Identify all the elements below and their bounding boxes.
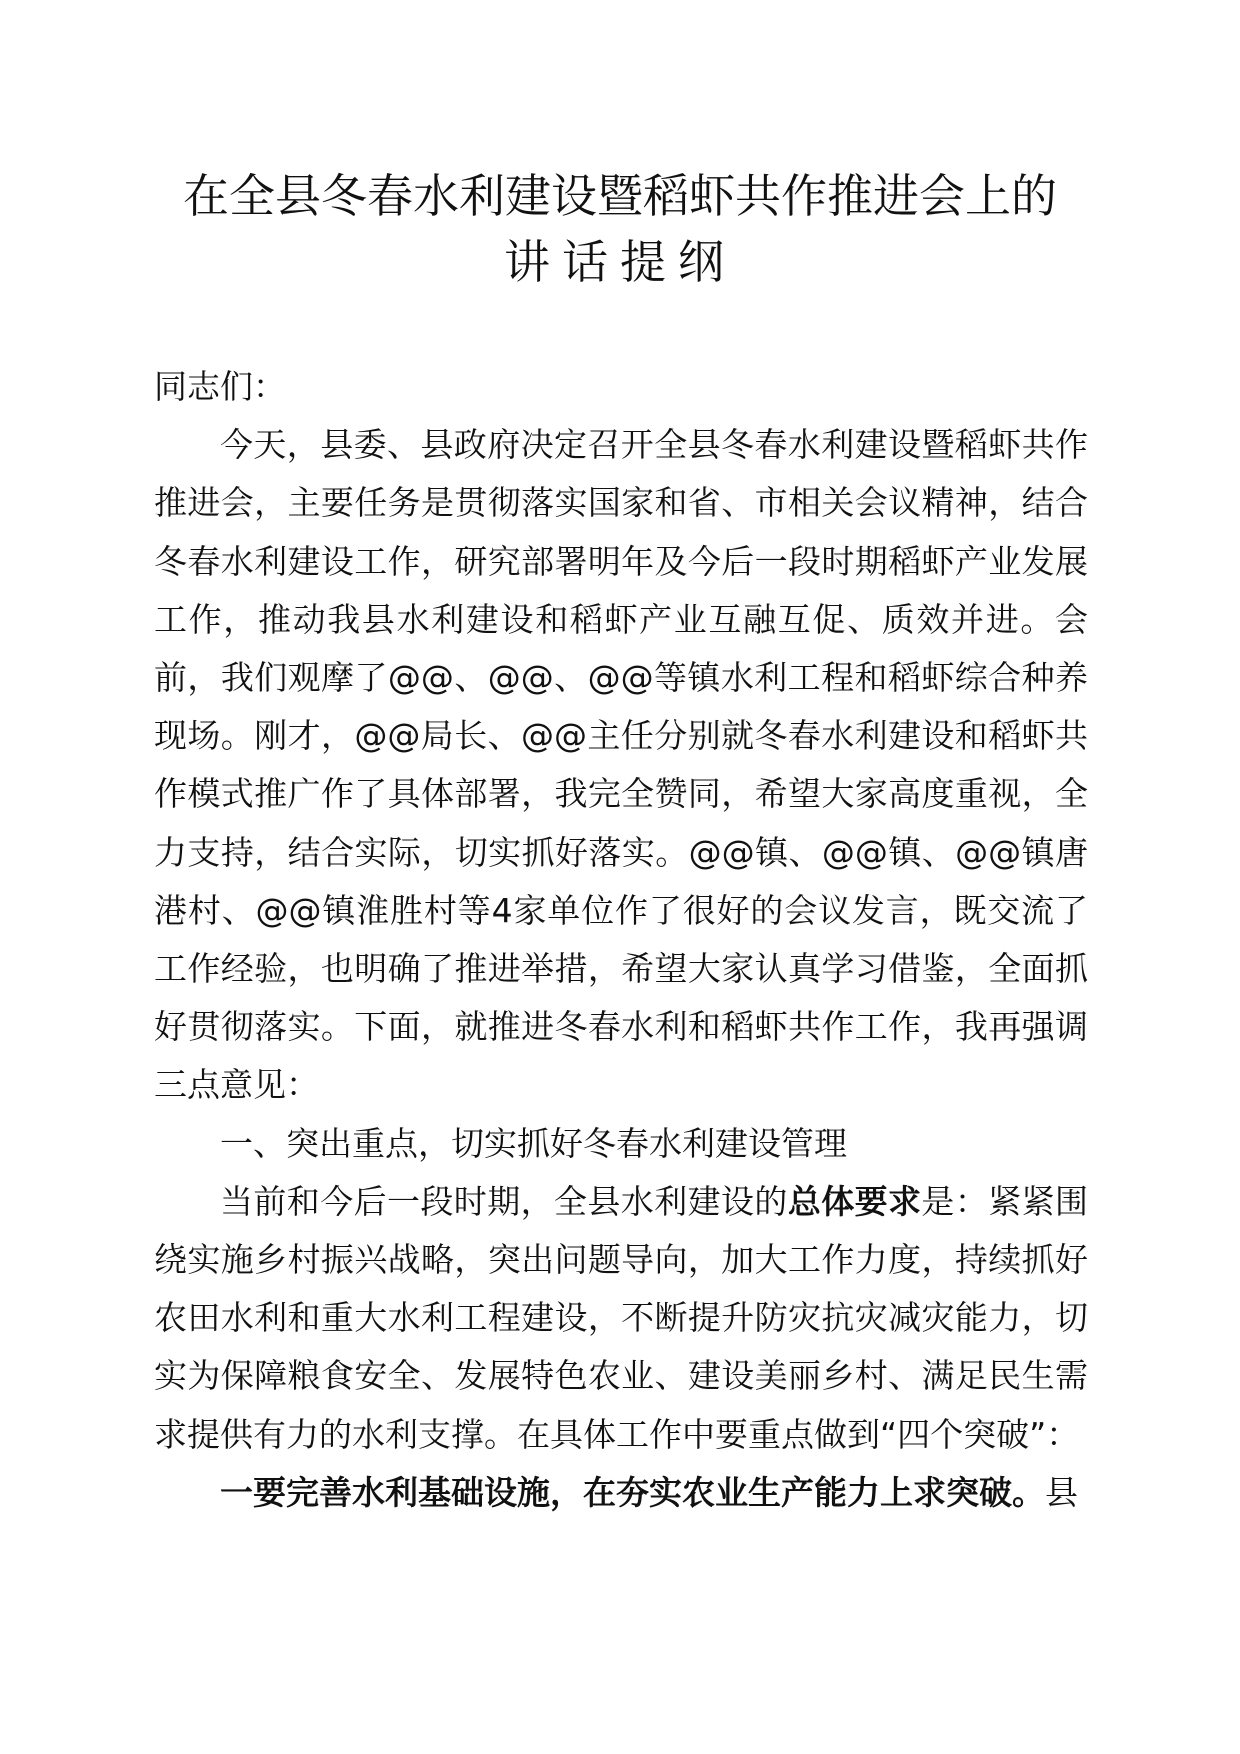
document-title-line-2: 讲话提纲 (504, 235, 736, 289)
bold-phrase: 总体要求 (787, 1181, 922, 1221)
paragraph-general-requirements (154, 1173, 1088, 1464)
paragraph-text: 县 (1045, 1472, 1078, 1512)
salutation: 同志们： (154, 367, 286, 406)
paragraph-first-breakthrough (154, 1464, 1088, 1522)
paragraph-text: 是：紧紧围绕实施乡村振兴战略，突出问题导向，加大工作力度，持续抓好农田水利和重大水利工程建设，不断提升防灾抗灾减灾能力，切实为保障粮食安全、发展特色农业、建设美丽乡村、满足民生需求提供有力的水利支撑。在具体工作中要重点做到“四个突破”： (154, 1181, 1089, 1454)
section-heading-1: 一、突出重点，切实抓好冬春水利建设管理 (220, 1123, 847, 1163)
document-body (154, 358, 1088, 1522)
bold-lead-sentence: 一要完善水利基础设施，在夯实农业生产能力上求突破。 (220, 1472, 1045, 1512)
paragraph-text: 当前和今后一段时期，全县水利建设的 (220, 1181, 788, 1221)
paragraph-opening: 今天，县委、县政府决定召开全县冬春水利建设暨稻虾共作推进会，主要任务是贯彻落实国家和省、市相关会议精神，结合冬春水利建设工作，研究部署明年及今后一段时期稻虾产业发展工作，推动我县水利建设和稻虾产业互融互促、质效并进。会前，我们观摩了@@、@@、@@等镇水利工程和稻虾综合种养现场。刚才，@@局长、@@主任分别就冬春水利建设和稻虾共作模式推广作了具体部署，我完全赞同，希望大家高度重视，全力支持，结合实际，切实抓好落实。@@镇、@@镇、@@镇唐港村、@@镇淮胜村等4家单位作了很好的会议发言，既交流了工作经验，也明确了推进举措，希望大家认真学习借鉴，全面抓好贯彻落实。下面，就推进冬春水利和稻虾共作工作，我再强调三点意见： (154, 425, 1089, 1105)
document-title-line-1: 在全县冬春水利建设暨稻虾共作推进会上的 (183, 169, 1057, 223)
